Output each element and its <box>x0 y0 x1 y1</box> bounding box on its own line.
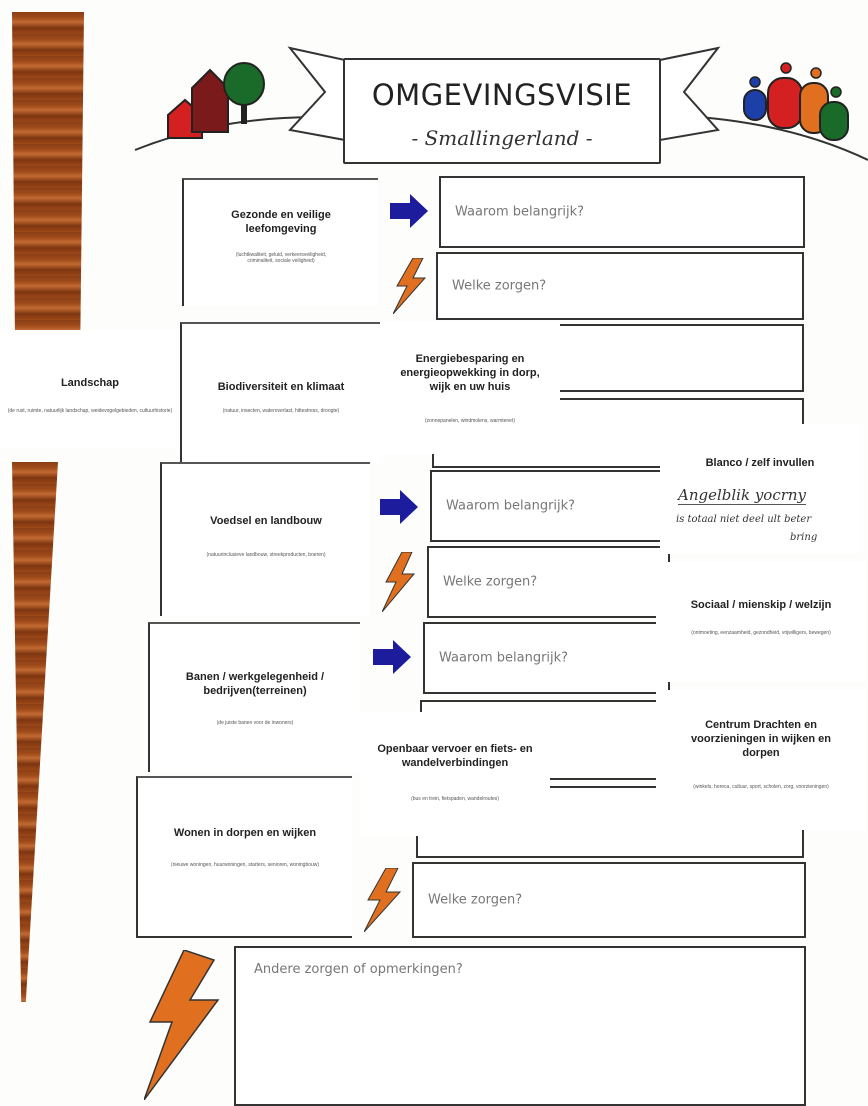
card-title: Openbaar vervoer en fiets- en wandelverbindingen <box>377 743 533 769</box>
card-subtitle: (zonnepanelen, windmolens, warmtenet) <box>424 418 516 424</box>
page-title: OMGEVINGSVISIE <box>371 78 633 112</box>
page-subtitle: - Smallingerland - <box>411 126 593 150</box>
card-subtitle: (ontmoeting, eenzaamheid, gezondheid, vrijwilligers, bewegen) <box>691 630 831 636</box>
card-title: Sociaal / mienskip / welzijn <box>690 599 832 611</box>
lightning-bolt-icon <box>393 258 427 314</box>
title-banner <box>343 58 661 164</box>
card-openbaar-vervoer[interactable] <box>360 712 550 836</box>
card-title: Blanco / zelf invullen <box>705 457 815 469</box>
card-title: Biodiversiteit en klimaat <box>217 381 345 393</box>
question-concerns-3[interactable] <box>412 862 806 938</box>
question-why-label: Waarom belangrijk? <box>446 498 576 514</box>
lightning-bolt-icon <box>364 868 402 932</box>
card-centrum-drachten[interactable] <box>656 690 866 830</box>
card-subtitle: (bus en trein, fietspaden, wandelroutes) <box>411 796 499 802</box>
question-concerns-label: Welke zorgen? <box>452 278 547 294</box>
card-biodiversiteit[interactable] <box>180 322 380 462</box>
question-other-label: Andere zorgen of opmerkingen? <box>254 962 463 977</box>
lightning-bolt-icon <box>144 950 222 1100</box>
card-subtitle: (nieuwe woningen, huurwoningen, starters, senioren, woningbouw) <box>170 862 320 868</box>
card-subtitle: (de juiste banen voor de inwoners) <box>216 720 294 726</box>
question-concerns-2[interactable] <box>427 546 670 618</box>
arrow-right-icon <box>380 490 420 524</box>
question-why-3[interactable] <box>423 622 670 694</box>
question-concerns-label: Welke zorgen? <box>443 574 538 590</box>
card-wonen[interactable] <box>136 776 352 938</box>
question-why-label: Waarom belangrijk? <box>439 650 569 666</box>
card-title: Voedsel en landbouw <box>210 515 322 527</box>
card-subtitle: (luchtkwaliteit, geluid, verkeersveiligheid, criminaliteit, sociale veiligheid) <box>235 252 327 264</box>
card-title: Gezonde en veilige leefomgeving <box>231 209 331 235</box>
card-subtitle: (natuur, insecten, wateroverlast, hittestress, droogte) <box>222 408 340 414</box>
card-voedsel-landbouw[interactable] <box>160 462 370 616</box>
card-handwriting: is totaal niet deel ult beter <box>676 514 812 525</box>
card-subtitle: (winkels, horeca, cultuur, sport, scholen, zorg, voorzieningen) <box>693 784 829 790</box>
card-handwriting: Angelblik yocrny <box>678 486 807 504</box>
card-blanco[interactable] <box>660 424 860 554</box>
card-subtitle: (natuurinclusieve landbouw, streekproducten, boeren) <box>206 552 326 558</box>
lightning-bolt-icon <box>382 552 416 612</box>
card-gezonde-leefomgeving[interactable] <box>182 178 378 306</box>
question-concerns-1[interactable] <box>436 252 804 320</box>
question-concerns-label: Welke zorgen? <box>428 892 523 908</box>
card-title: Banen / werkgelegenheid / bedrijven(terreinen) <box>185 671 325 697</box>
card-sociaal[interactable] <box>656 562 866 682</box>
wood-strip-bottom <box>12 462 58 1002</box>
people-icon <box>744 63 848 140</box>
question-other[interactable] <box>234 946 806 1106</box>
card-subtitle: (de rust, ruimte, natuurlijk landschap, weidevogelgebieden, cultuurhistorie) <box>7 408 173 414</box>
card-title: Landschap <box>60 377 120 389</box>
question-why-2[interactable] <box>430 470 670 542</box>
tree-icon <box>224 63 264 124</box>
card-landschap[interactable] <box>0 330 180 448</box>
houses-icon <box>168 70 228 138</box>
question-why-1[interactable] <box>439 176 805 248</box>
card-banen[interactable] <box>148 622 360 772</box>
card-title: Wonen in dorpen en wijken <box>173 827 317 839</box>
card-handwriting: bring <box>790 532 818 543</box>
arrow-right-icon <box>390 194 430 228</box>
card-title: Energiebesparing en energieopwekking in dorp, wijk en uw huis <box>400 353 540 393</box>
card-title: Centrum Drachten en voorzieningen in wijken en dorpen <box>691 719 831 759</box>
arrow-right-icon <box>373 640 413 674</box>
card-energie[interactable] <box>380 322 560 454</box>
question-why-label: Waarom belangrijk? <box>455 204 585 220</box>
